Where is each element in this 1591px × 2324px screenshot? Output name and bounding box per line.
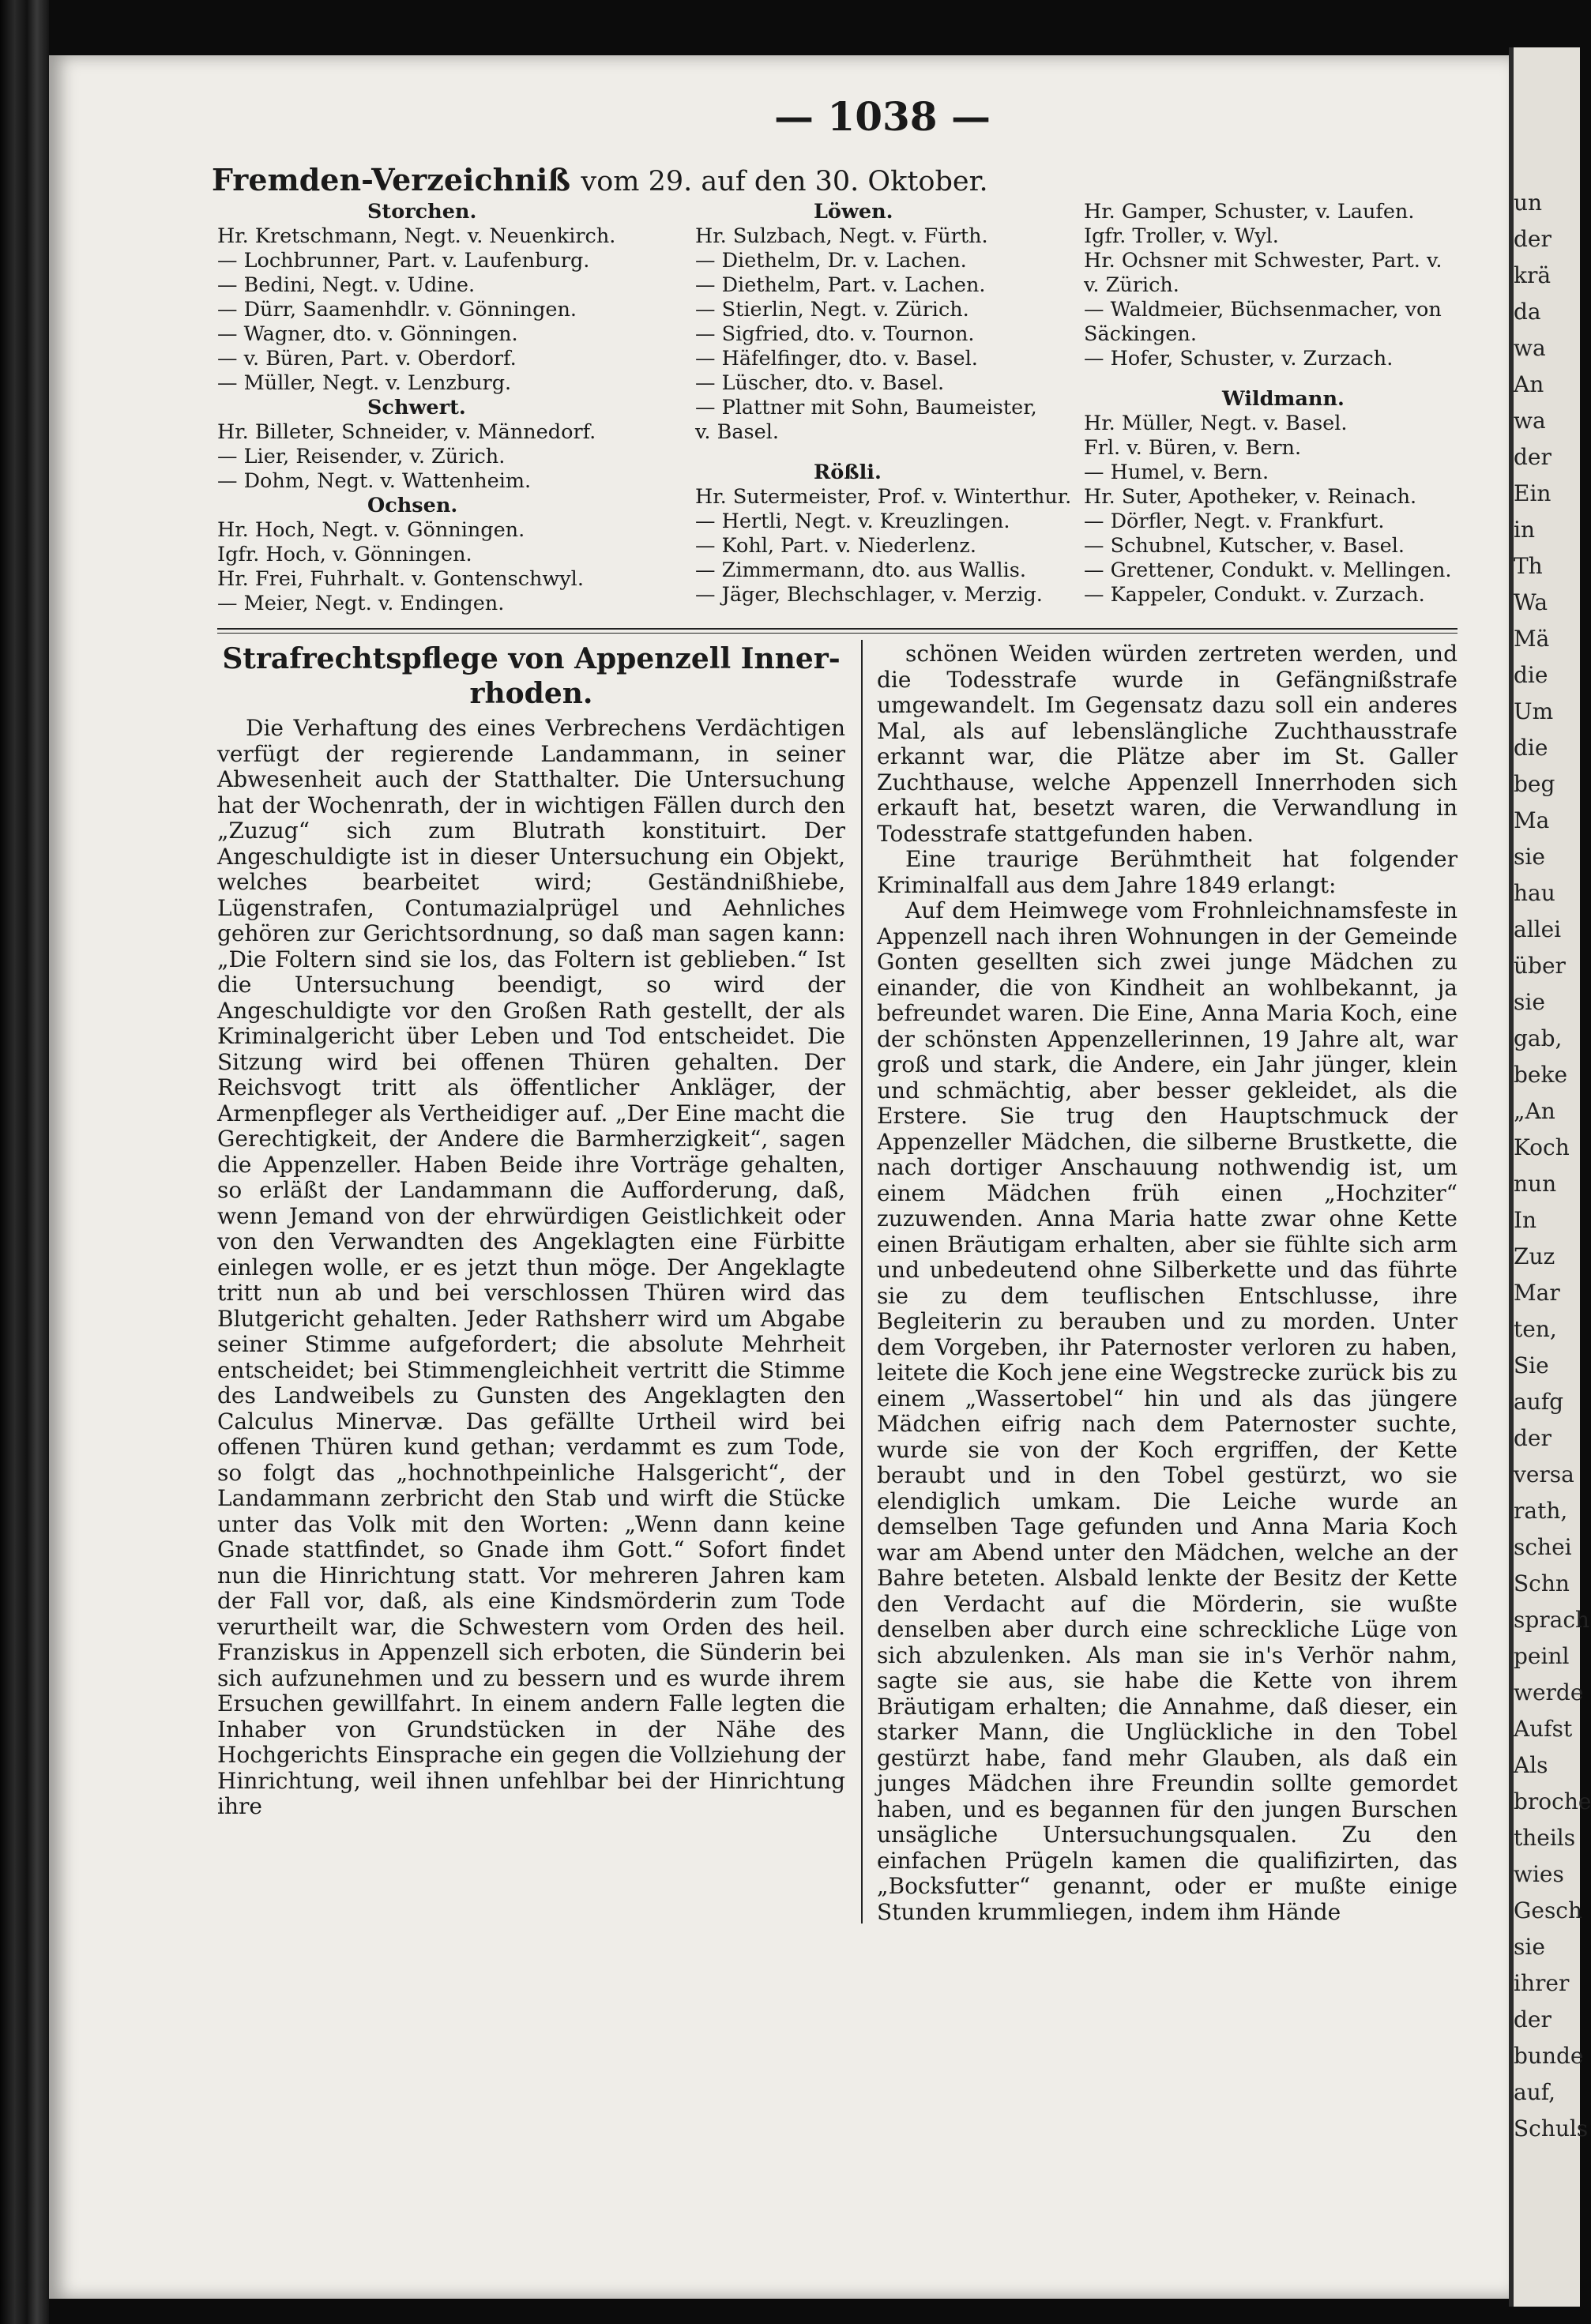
facing-page-fragment: wa [1514, 408, 1546, 434]
column-divider [861, 640, 863, 1924]
facing-page-fragment: peinl [1514, 1643, 1570, 1669]
facing-page-fragment: rath, [1514, 1498, 1568, 1524]
facing-page-fragment: Gesch [1514, 1897, 1583, 1924]
facing-page-fragment: der [1514, 2006, 1552, 2033]
guest-entry: — Hofer, Schuster, v. Zurzach. [1084, 347, 1394, 370]
facing-page-fragment: Th [1514, 553, 1543, 579]
facing-page-fragment: bunde [1514, 2043, 1584, 2069]
facing-page-edge [1509, 47, 1591, 2307]
facing-page-fragment: auf, [1514, 2079, 1555, 2105]
spacer [695, 445, 1066, 461]
guest-entry: Hr. Frei, Fuhrhalt. v. Gontenschwyl. [217, 567, 584, 591]
facing-page-fragment: nun [1514, 1171, 1557, 1197]
guest-entry: Säckingen. [1084, 322, 1197, 346]
guest-entry: — Stierlin, Negt. v. Zürich. [695, 298, 969, 322]
guest-entry: — Humel, v. Bern. [1084, 461, 1269, 484]
guest-entry: — Waldmeier, Büchsenmacher, von [1084, 298, 1442, 322]
facing-page-fragment: der [1514, 1425, 1552, 1451]
facing-page-fragment: versa [1514, 1461, 1574, 1487]
facing-page-fragment: krä [1514, 262, 1552, 288]
facing-page-fragment: theils [1514, 1825, 1576, 1851]
guest-entry: v. Zürich. [1084, 273, 1179, 297]
facing-page-fragment: Koch [1514, 1134, 1570, 1160]
facing-page-fragment: schei [1514, 1534, 1572, 1560]
guest-entry: — Müller, Negt. v. Lenzburg. [217, 371, 512, 395]
facing-page-fragment: beg [1514, 771, 1555, 797]
guest-entry: — Diethelm, Dr. v. Lachen. [695, 249, 967, 273]
guest-entry: — Meier, Negt. v. Endingen. [217, 592, 505, 615]
facing-page-fragment: An [1514, 371, 1544, 397]
facing-page-fragment: über [1514, 953, 1566, 979]
hotel-heading: Löwen. [814, 200, 893, 224]
book-spine [0, 0, 49, 2324]
article-paragraph: Auf dem Heimwege vom Frohnleichnamsfeste in Appenzell nach ihren Wohnungen in der Gemeinde Gonten gesellten sich zwei junge Mädchen zu einander, die von Kindheit an wohlbekannt, ja befreundet waren. Die Eine, Anna Maria Koch, eine der schönsten Appenzellerinnen, 19 Jahre alt, war groß und stark, die Andere, ein Jahr jünger, klein und schmächtig, aber besser gekleidet, als die Erstere. Sie trug den Hauptschmuck der Appenzeller Mädchen, die silberne Brustkette, die nach dortiger Anschauung nothwendig ist, um einem Mädchen früh einen „Hochziter“ zuzuwenden. Anna Maria hatte zwar ohne Kette einen Bräutigam erhalten, aber sie fühlte sich arm und unbedeutend ohne Silberkette und das führte sie zu dem teuflischen Entschlusse, ihre Begleiterin zu berauben und zu morden. Unter dem Vorgeben, ihr Paternoster verloren zu haben, leitete die Koch jene eine Wegstrecke zurück bis zu einem „Wassertobel“ hin und als das jüngere Mädchen eifrig nach dem Paternoster suchte, wurde sie von der Koch ergriffen, der Kette beraubt und in den Tobel gestürzt, wo sie elendiglich umkam. Die Leiche wurde an demselben Tage gefunden und Anna Maria Koch war am Abend unter den Mädchen, welche an der Bahre beteten. Alsbald lenkte der Besitz der Kette den Verdacht auf die Mörderin, sie wußte denselben aber durch eine schreckliche Lüge von sich abzulenken. Als man sie in's Verhör nahm, sagte sie aus, sie habe die Kette von ihrem Bräutigam erhalten; die Annahme, daß dieser, ein starker Mann, die Unglückliche in den Tobel gestürzt habe, fand mehr Glauben, als daß ein junges Mädchen ihre Freundin sollte gemordet haben, und es begannen für den jungen Burschen unsägliche Untersuchungsqualen. Zu den einfachen Prügeln kamen die qualifizirten, das „Bocksfutter“ genannt, oder er mußte einige Stunden krummliegen, indem ihm Hände [877, 897, 1457, 1925]
guest-entry: — Kohl, Part. v. Niederlenz. [695, 534, 976, 558]
facing-page-fragment: da [1514, 299, 1541, 325]
section-rule-thin [217, 633, 1457, 634]
guest-entry: — Dohm, Negt. v. Wattenheim. [217, 469, 532, 493]
guest-entry: v. Basel. [695, 420, 779, 444]
facing-page-fragment: wies [1514, 1861, 1564, 1887]
register-column-1 [217, 200, 656, 616]
guest-entry: Igfr. Troller, v. Wyl. [1084, 224, 1279, 248]
facing-page-fragment: in [1514, 517, 1535, 543]
facing-page-fragment: Schn [1514, 1570, 1570, 1596]
article-paragraph: Die Verhaftung des eines Verbrechens Verdächtigen verfügt der regierende Landammann, in seiner Abwesenheit auch der Statthalter. Die Untersuchung hat der Wochenrath, der in wichtigen Fällen durch den „Zuzug“ sich zum Blutrath konstituirt. Der Angeschuldigte ist in dieser Untersuchung ein Objekt, welches bearbeitet wird; Geständnißhiebe, Lügenstrafen, Contumazialprügel und Aehnliches gehören zur Gerichtsordnung, so daß man sagen kann: „Die Foltern sind sie los, das Foltern ist geblieben.“ Ist die Untersuchung beendigt, so wird der Angeschuldigte vor den Großen Rath gestellt, der als Kriminalgericht über Leben und Tod entscheidet. Die Sitzung wird bei offenen Thüren gehalten. Der Reichsvogt tritt als öffentlicher Ankläger, der Armenpfleger als Vertheidiger auf. „Der Eine macht die Gerechtigkeit, der Andere die Barmherzigkeit“, sagen die Appenzeller. Haben Beide ihre Vorträge gehalten, so erläßt der Landammann die Aufforderung, daß, wenn Jemand von der ehrwürdigen Geistlichkeit oder von den Verwandten des Angeklagten eine Fürbitte einlegen wolle, er es jetzt thun möge. Der Angeklagte tritt nun ab und bei verschlossen Thüren wird das Blutgericht gehalten. Jeder Rathsherr wird um Abgabe seiner Stimme aufgefordert; die absolute Mehrheit entscheidet; bei Stimmengleichheit vertritt die Stimme des Landweibels zu Gunsten des Angeklagten den Calculus Minervæ. Das gefällte Urtheil wird bei offenen Thüren kund gethan; verdammt es zum Tode, so folgt das „hochnothpeinliche Halsgericht“, der Landammann zerbricht den Stab und wirft die Stücke unter das Volk mit den Worten: „Wenn dann keine Gnade stattfindet, so Gnade ihm Gott.“ Sofort findet nun die Hinrichtung statt. Vor mehreren Jahren kam der Fall vor, daß, als eine Kindsmörderin zum Tode verurtheilt war, die Schwestern vom Orden des heil. Franziskus in Appenzell sich erboten, die Sünderin bei sich aufzunehmen und zu bessern und es wurde ihrem Ersuchen gewillfahrt. In einem andern Falle legten die Inhaber von Grundstücken in der Nähe des Hochgerichts Einsprache ein gegen die Vollziehung der Hinrichtung, weil ihnen unfehlbar bei der Hinrichtung ihre [217, 715, 845, 1819]
guest-entry: Hr. Billeter, Schneider, v. Männedorf. [217, 420, 596, 444]
register-column-3 [1084, 200, 1455, 607]
hotel-heading: Rößli. [814, 461, 882, 484]
guest-entry: — Hertli, Negt. v. Kreuzlingen. [695, 510, 1010, 533]
facing-page-fragment: Als [1514, 1752, 1548, 1778]
facing-page-fragment: der [1514, 444, 1552, 470]
facing-page-fragment: wa [1514, 335, 1546, 361]
facing-page-fragment: In [1514, 1207, 1537, 1233]
facing-page-fragment: werde [1514, 1679, 1584, 1705]
guest-entry: — Lochbrunner, Part. v. Laufenburg. [217, 249, 590, 273]
guest-entry: Hr. Ochsner mit Schwester, Part. v. [1084, 249, 1442, 273]
facing-page-fragment: hau [1514, 880, 1555, 906]
hotel-heading: Storchen. [367, 200, 477, 224]
facing-page-fragment: Mar [1514, 1280, 1560, 1306]
facing-page-fragment: die [1514, 735, 1548, 761]
facing-page-fragment: Schuls [1514, 2115, 1589, 2142]
guest-entry: — Grettener, Condukt. v. Mellingen. [1084, 558, 1452, 582]
facing-page-fragment: sprach [1514, 1607, 1590, 1633]
facing-page-fragment: un [1514, 190, 1543, 216]
guest-entry: Hr. Sutermeister, Prof. v. Winterthur. [695, 485, 1072, 509]
facing-page-fragment: ihrer [1514, 1970, 1570, 1996]
hotel-heading: Schwert. [367, 396, 466, 419]
facing-page-fragment: Sie [1514, 1352, 1549, 1378]
guest-entry: — Lüscher, dto. v. Basel. [695, 371, 945, 395]
guest-entry: Hr. Müller, Negt. v. Basel. [1084, 412, 1348, 435]
guest-entry: — Schubnel, Kutscher, v. Basel. [1084, 534, 1405, 558]
facing-page-fragment: sie [1514, 989, 1545, 1015]
facing-page-fragment: aufg [1514, 1389, 1564, 1415]
article-paragraph: Eine traurige Berühmtheit hat folgender Kriminalfall aus dem Jahre 1849 erlangt: [877, 846, 1457, 898]
article-right-column [877, 641, 1457, 1925]
guest-entry: Hr. Suter, Apotheker, v. Reinach. [1084, 485, 1417, 509]
guest-entry: — Diethelm, Part. v. Lachen. [695, 273, 986, 297]
facing-page-fragment: ten, [1514, 1316, 1557, 1342]
guest-entry: Igfr. Hoch, v. Gönningen. [217, 543, 472, 566]
guest-entry: Hr. Hoch, Negt. v. Gönningen. [217, 518, 525, 542]
guest-entry: — Plattner mit Sohn, Baumeister, [695, 396, 1037, 419]
fremden-subtitle: vom 29. auf den 30. Oktober. [581, 166, 988, 197]
guest-entry: Hr. Gamper, Schuster, v. Laufen. [1084, 200, 1415, 224]
guest-entry: — Dürr, Saamenhdlr. v. Gönningen. [217, 298, 577, 322]
spacer [1084, 371, 1455, 387]
facing-page-fragment: sie [1514, 1934, 1545, 1960]
facing-page-fragment: gab, [1514, 1025, 1563, 1051]
facing-page-fragment: allei [1514, 916, 1562, 942]
facing-page-fragment: Um [1514, 698, 1554, 724]
facing-page-fragment: Zuz [1514, 1243, 1555, 1269]
facing-page-fragment: sie [1514, 844, 1545, 870]
guest-entry: Hr. Kretschmann, Negt. v. Neuenkirch. [217, 224, 616, 248]
facing-page-fragment: der [1514, 226, 1552, 252]
facing-page-fragment: Ein [1514, 480, 1552, 506]
guest-entry: Frl. v. Büren, v. Bern. [1084, 436, 1302, 460]
facing-page-fragment: broche [1514, 1788, 1591, 1814]
guest-entry: — Dörfler, Negt. v. Frankfurt. [1084, 510, 1385, 533]
facing-page-fragment: die [1514, 662, 1548, 688]
facing-page-fragment: Aufst [1514, 1716, 1573, 1742]
guest-entry: — Sigfried, dto. v. Tournon. [695, 322, 975, 346]
facing-page-fragment: „An [1514, 1098, 1555, 1124]
fremden-verzeichnis-heading [212, 162, 1270, 197]
article-title: Strafrechtspflege von Appenzell Inner-rhoden. [222, 642, 841, 710]
guest-entry: — Kappeler, Condukt. v. Zurzach. [1084, 583, 1425, 607]
guest-entry: — Bedini, Negt. v. Udine. [217, 273, 476, 297]
register-column-2 [695, 200, 1072, 607]
guest-entry: — Jäger, Blechschlager, v. Merzig. [695, 583, 1043, 607]
facing-page-fragment: Wa [1514, 589, 1548, 615]
guest-entry: — Häfelfinger, dto. v. Basel. [695, 347, 978, 370]
guest-entry: Hr. Sulzbach, Negt. v. Fürth. [695, 224, 988, 248]
article-left-column [217, 641, 845, 1820]
fremden-title: Fremden-Verzeichniß [212, 162, 571, 197]
hotel-heading: Wildmann. [1222, 387, 1345, 411]
guest-entry: — Wagner, dto. v. Gönningen. [217, 322, 518, 346]
section-rule [217, 628, 1457, 630]
facing-page-fragment: Mä [1514, 626, 1550, 652]
facing-page-fragment: beke [1514, 1062, 1568, 1088]
facing-page-fragment: Ma [1514, 807, 1550, 833]
guest-entry: — Zimmermann, dto. aus Wallis. [695, 558, 1026, 582]
guest-entry: — v. Büren, Part. v. Oberdorf. [217, 347, 517, 370]
page-number: — 1038 — [774, 93, 991, 140]
guest-entry: — Lier, Reisender, v. Zürich. [217, 445, 506, 468]
article-paragraph: schönen Weiden würden zertreten werden, und die Todesstrafe wurde in Gefängnißstrafe umgewandelt. Im Gegensatz dazu soll ein anderes Mal, als auf lebenslängliche Zuchthausstrafe erkannt war, die Plätze aber im St. Galler Zuchthause, welche Appenzell Innerrhoden sich erkauft hat, besetzt waren, die Verwandlung in Todesstrafe stattgefunden haben. [877, 641, 1457, 847]
hotel-heading: Ochsen. [367, 494, 458, 517]
